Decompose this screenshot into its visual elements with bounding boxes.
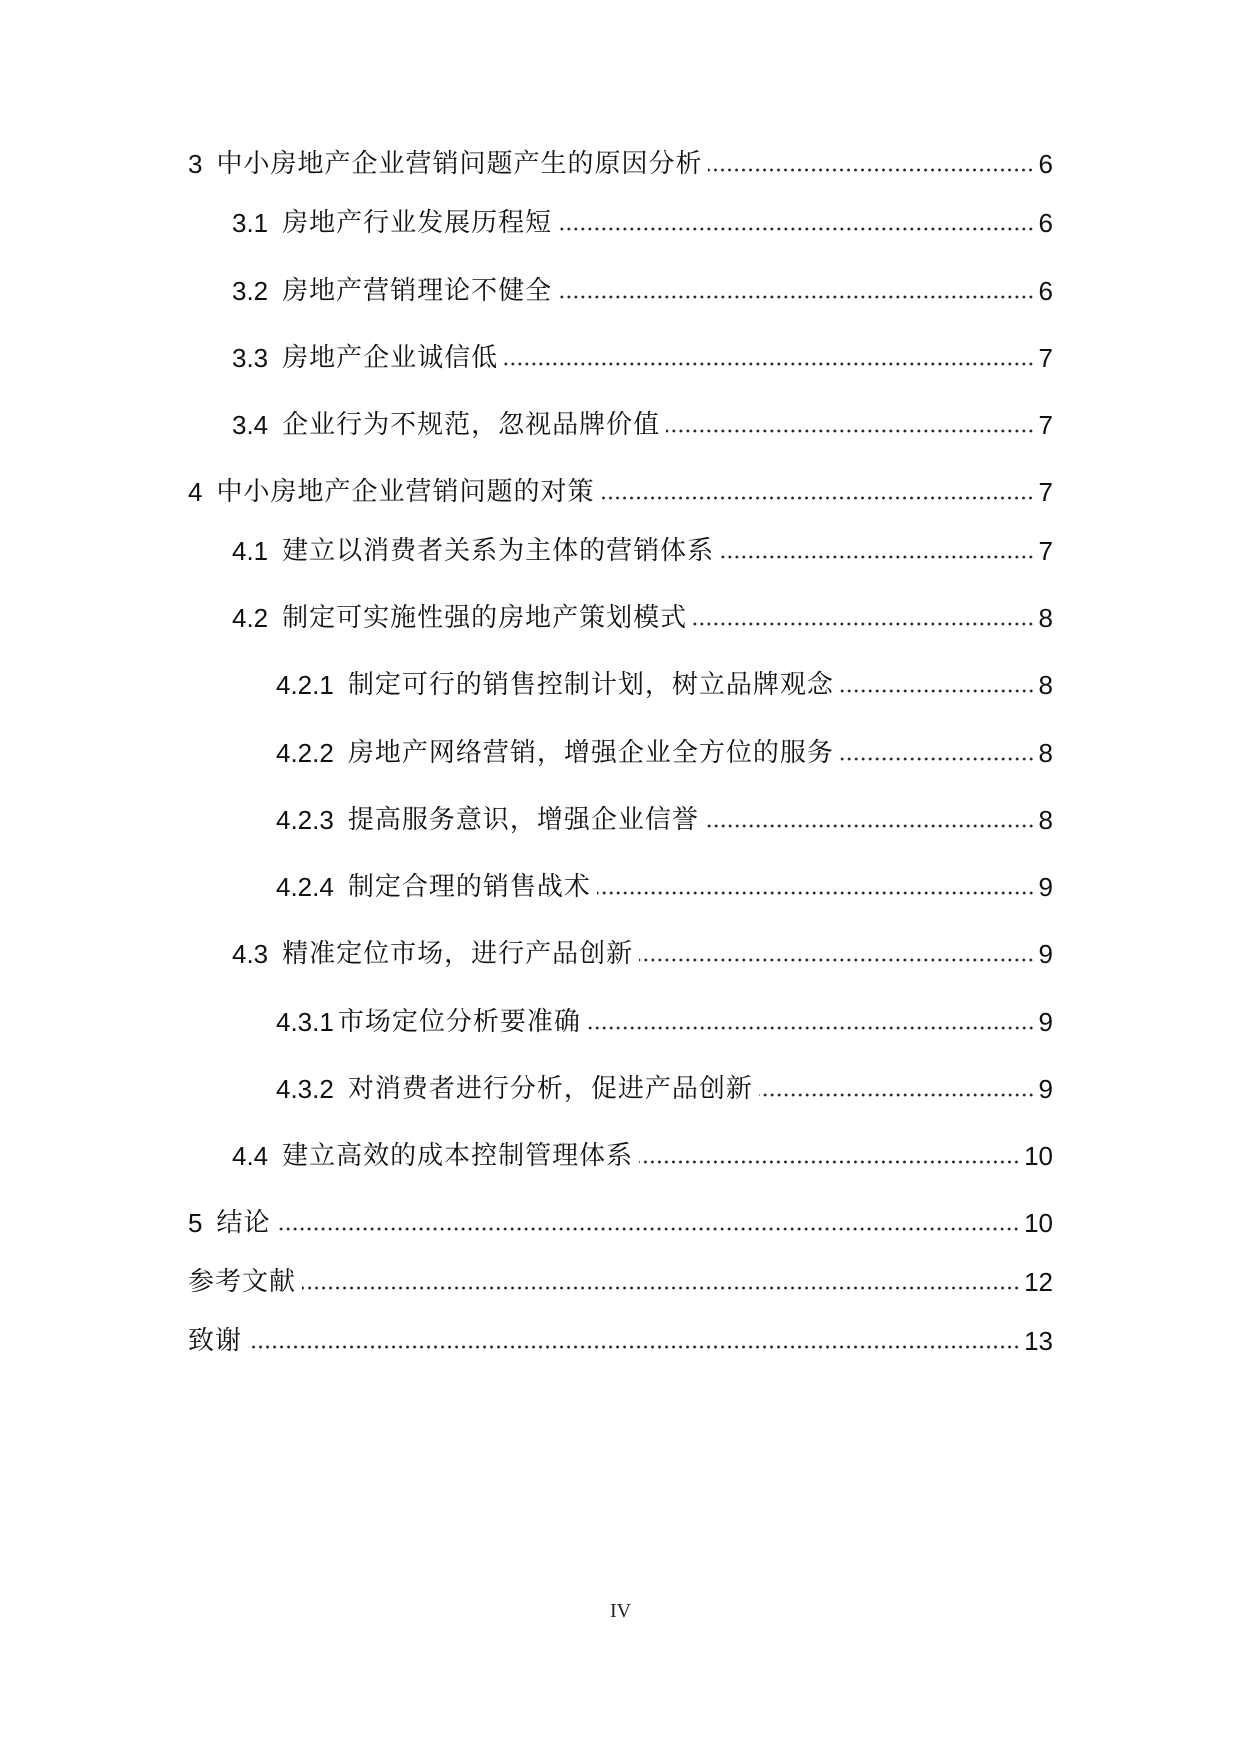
toc-entry-title: 结论 — [216, 1208, 271, 1238]
toc-entry[interactable] — [188, 1321, 1053, 1361]
dot-leader — [600, 495, 1034, 501]
dot-leader — [248, 1344, 1020, 1350]
toc-entry-number: 3.1 — [232, 208, 269, 238]
toc-entry-page: 8 — [1038, 738, 1053, 768]
toc-entry-number: 4.1 — [232, 536, 269, 566]
toc-entry-title: 对消费者进行分析，促进产品创新 — [347, 1074, 753, 1104]
toc-entry-title: 制定可实施性强的房地产策划模式 — [282, 603, 688, 633]
toc-entry-page: 12 — [1024, 1267, 1053, 1297]
toc-entry[interactable] — [232, 405, 1053, 445]
toc-entry-number: 4.2.2 — [276, 738, 334, 768]
toc-entry-number: 3.3 — [232, 343, 269, 373]
dot-leader — [639, 957, 1034, 963]
toc-entry[interactable] — [188, 1262, 1053, 1302]
dot-leader — [720, 554, 1034, 560]
toc-entry-number: 3.4 — [232, 410, 269, 440]
toc-entry-title: 中小房地产企业营销问题的对策 — [216, 477, 595, 507]
toc-entry-title: 提高服务意识，增强企业信誉 — [347, 805, 699, 835]
dot-leader — [759, 1092, 1035, 1098]
toc-entry-number: 4.2.1 — [276, 670, 334, 700]
toc-entry[interactable] — [276, 800, 1053, 840]
toc-entry[interactable] — [188, 144, 1053, 184]
toc-entry-title: 企业行为不规范，忽视品牌价值 — [282, 410, 661, 440]
toc-entry-title: 建立高效的成本控制管理体系 — [282, 1141, 634, 1171]
toc-entry-title: 房地产行业发展历程短 — [282, 208, 553, 238]
toc-entry-page: 6 — [1038, 276, 1053, 306]
toc-entry-title: 市场定位分析要准确 — [337, 1007, 581, 1037]
dot-leader — [840, 688, 1035, 694]
toc-entry[interactable] — [232, 1136, 1053, 1176]
toc-entry-title: 参考文献 — [188, 1267, 297, 1297]
toc-entry[interactable] — [232, 203, 1053, 243]
toc-entry-title: 精准定位市场，进行产品创新 — [282, 939, 634, 969]
toc-entry[interactable] — [232, 338, 1053, 378]
toc-entry-number: 5 — [188, 1208, 203, 1238]
toc-entry[interactable] — [276, 1069, 1053, 1109]
toc-entry[interactable] — [276, 1002, 1053, 1042]
toc-entry-number: 4.3.1 — [276, 1007, 334, 1037]
dot-leader — [693, 621, 1034, 627]
dot-leader — [666, 428, 1034, 434]
toc-entry-title: 制定可行的销售控制计划，树立品牌观念 — [347, 670, 834, 700]
toc-entry-number: 4.2.4 — [276, 872, 334, 902]
toc-entry-title: 制定合理的销售战术 — [347, 872, 591, 902]
toc-entry-page: 13 — [1024, 1326, 1053, 1356]
toc-entry-page: 7 — [1038, 477, 1053, 507]
toc-entry-page: 7 — [1038, 343, 1053, 373]
toc-entry-number: 4.3 — [232, 939, 269, 969]
dot-leader — [504, 361, 1034, 367]
toc-entry-title: 中小房地产企业营销问题产生的原因分析 — [216, 149, 703, 179]
toc-entry[interactable] — [232, 271, 1053, 311]
toc-entry[interactable] — [188, 1203, 1053, 1243]
dot-leader — [558, 226, 1034, 232]
toc-entry-page: 10 — [1024, 1208, 1053, 1238]
dot-leader — [840, 756, 1035, 762]
toc-entry[interactable] — [276, 665, 1053, 705]
toc-entry-number: 4.2.3 — [276, 805, 334, 835]
toc-entry[interactable] — [232, 531, 1053, 571]
dot-leader — [639, 1159, 1020, 1165]
toc-entry-page: 9 — [1038, 1007, 1053, 1037]
toc-entry-title: 建立以消费者关系为主体的营销体系 — [282, 536, 715, 566]
dot-leader — [276, 1226, 1020, 1232]
toc-entry[interactable] — [232, 598, 1053, 638]
toc-entry-page: 7 — [1038, 410, 1053, 440]
toc-entry-page: 8 — [1038, 603, 1053, 633]
toc-entry-number: 3 — [188, 149, 203, 179]
toc-entry-page: 9 — [1038, 1074, 1053, 1104]
toc-entry-number: 4.2 — [232, 603, 269, 633]
toc-entry-page: 8 — [1038, 670, 1053, 700]
toc-entry-page: 10 — [1024, 1141, 1053, 1171]
toc-entry-number: 3.2 — [232, 276, 269, 306]
toc-entry-title: 房地产网络营销，增强企业全方位的服务 — [347, 738, 834, 768]
toc-entry-page: 6 — [1038, 208, 1053, 238]
toc-entry-page: 9 — [1038, 872, 1053, 902]
toc-entry[interactable] — [232, 934, 1053, 974]
toc-entry-number: 4.3.2 — [276, 1074, 334, 1104]
toc-entry[interactable] — [188, 472, 1053, 512]
toc-entry-page: 6 — [1038, 149, 1053, 179]
toc-entry-page: 8 — [1038, 805, 1053, 835]
toc-entry-title: 房地产营销理论不健全 — [282, 276, 553, 306]
page-number: IV — [609, 1600, 632, 1622]
toc-entry-number: 4 — [188, 477, 203, 507]
toc-entry-title: 致谢 — [188, 1326, 243, 1356]
toc-entry-title: 房地产企业诚信低 — [282, 343, 499, 373]
dot-leader — [597, 890, 1035, 896]
dot-leader — [558, 294, 1034, 300]
toc-entry-page: 9 — [1038, 939, 1053, 969]
toc-entry[interactable] — [276, 733, 1053, 773]
toc-entry-page: 7 — [1038, 536, 1053, 566]
toc-entry[interactable] — [276, 867, 1053, 907]
dot-leader — [705, 823, 1035, 829]
dot-leader — [302, 1285, 1020, 1291]
toc-entry-number: 4.4 — [232, 1141, 269, 1171]
dot-leader — [708, 167, 1034, 173]
dot-leader — [587, 1025, 1035, 1031]
